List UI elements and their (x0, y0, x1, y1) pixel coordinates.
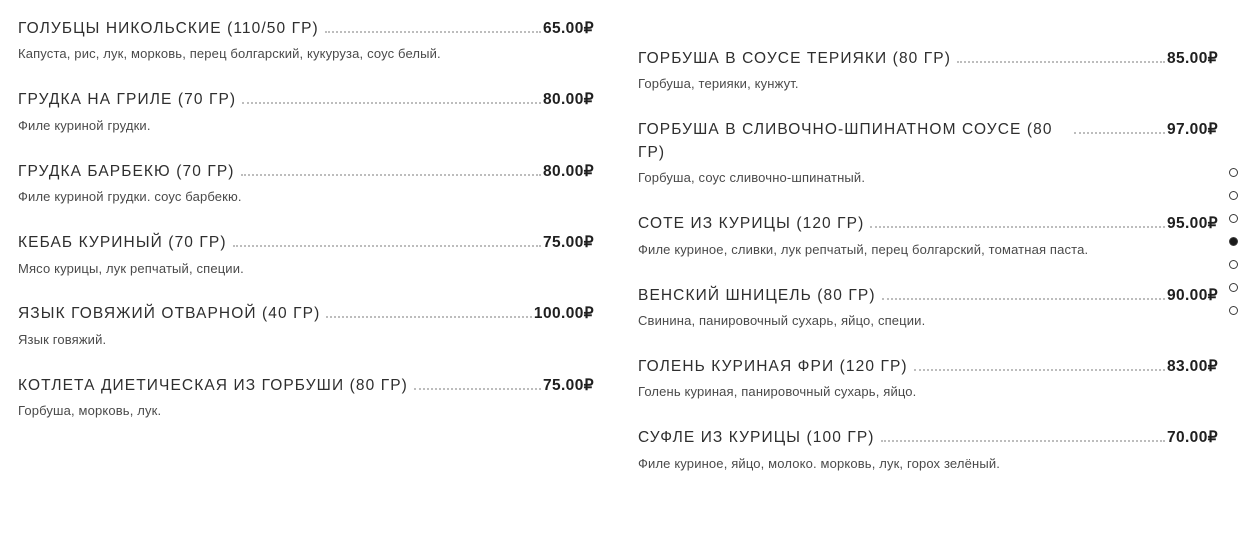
leader-dots (882, 298, 1165, 300)
menu-item-head (638, 119, 1218, 164)
leader-dots (241, 174, 541, 176)
leader-dots (1074, 132, 1165, 134)
leader-dots (414, 388, 541, 390)
menu-item-head (638, 213, 1218, 235)
menu-item-price: 75.00₽ (542, 234, 594, 252)
menu-item-head (18, 161, 594, 183)
menu-item-description: Горбуша, терияки, кунжут. (638, 76, 799, 92)
menu-item-head (638, 48, 1218, 70)
menu-item-description: Капуста, рис, лук, морковь, перец болгарский, кукуруза, соус белый. (18, 46, 441, 62)
leader-dots (326, 316, 532, 318)
menu-item-price: 80.00₽ (542, 91, 594, 109)
page-dot-2[interactable] (1229, 191, 1238, 200)
menu-item-price: 97.00₽ (1166, 121, 1218, 139)
menu-item-price: 80.00₽ (542, 162, 594, 180)
menu-item-name: ГРУДКА НА ГРИЛЕ (70 ГР) (18, 91, 237, 109)
leader-dots (233, 245, 541, 247)
menu-item-description: Свинина, панировочный сухарь, яйцо, специи. (638, 313, 926, 329)
leader-dots (325, 31, 541, 33)
menu-item-head (18, 89, 594, 111)
menu-item-name: СОТЕ ИЗ КУРИЦЫ (120 ГР) (638, 215, 865, 233)
menu-item-price: 65.00₽ (542, 20, 594, 37)
menu-item-description: Язык говяжий. (18, 331, 107, 347)
menu-item-price: 100.00₽ (533, 305, 594, 323)
menu-column-right (638, 0, 1218, 499)
menu-item-name: ГОЛУБЦЫ НИКОЛЬСКИЕ (110/50 ГР) (18, 20, 319, 37)
menu-item[interactable] (638, 119, 1218, 187)
menu-item[interactable] (18, 18, 594, 63)
menu-item-description: Горбуша, морковь, лук. (18, 403, 162, 419)
menu-item[interactable] (638, 48, 1218, 93)
menu-item-description: Голень куриная, панировочный сухарь, яйцо. (638, 384, 917, 400)
menu-item-head (638, 356, 1218, 378)
menu-item-head (638, 427, 1218, 449)
page-dot-7[interactable] (1229, 306, 1238, 315)
page-dot-6[interactable] (1229, 283, 1238, 292)
menu-item-price: 83.00₽ (1166, 357, 1218, 375)
menu-item[interactable] (638, 213, 1218, 258)
menu-item-name: ГОЛЕНЬ КУРИНАЯ ФРИ (120 ГР) (638, 357, 908, 375)
menu-column-left (18, 0, 594, 446)
page-dot-5[interactable] (1229, 260, 1238, 269)
menu-item-name: СУФЛЕ ИЗ КУРИЦЫ (100 ГР) (638, 429, 875, 447)
menu-item-head (18, 303, 594, 325)
menu-item[interactable] (18, 89, 594, 134)
menu-item[interactable] (638, 427, 1218, 472)
menu-item-description: Филе куриное, сливки, лук репчатый, перец болгарский, томатная паста. (638, 241, 1089, 257)
leader-dots (914, 369, 1165, 371)
menu-item-price: 95.00₽ (1166, 215, 1218, 233)
leader-dots (957, 61, 1165, 63)
menu-item-description: Горбуша, соус сливочно-шпинатный. (638, 170, 866, 186)
menu-item[interactable] (638, 356, 1218, 401)
menu-item-price: 70.00₽ (1166, 429, 1218, 447)
menu-item-description: Филе куриное, яйцо, молоко. морковь, лук, горох зелёный. (638, 455, 1000, 471)
menu-item-description: Филе куриной грудки. (18, 117, 151, 133)
menu-item[interactable] (18, 232, 594, 277)
menu-item-name: ГОРБУША В СОУСЕ ТЕРИЯКИ (80 ГР) (638, 50, 951, 67)
menu-item-name: ГРУДКА БАРБЕКЮ (70 ГР) (18, 162, 235, 180)
leader-dots (881, 440, 1165, 442)
page-dot-1[interactable] (1229, 168, 1238, 177)
menu-item-head (18, 232, 594, 254)
menu-item[interactable] (18, 375, 594, 420)
menu-item[interactable] (18, 303, 594, 348)
menu-item[interactable] (638, 285, 1218, 330)
menu-item-name: КОТЛЕТА ДИЕТИЧЕСКАЯ ИЗ ГОРБУШИ (80 ГР) (18, 376, 408, 394)
menu-item-name: КЕБАБ КУРИНЫЙ (70 ГР) (18, 234, 227, 252)
menu-item[interactable] (18, 161, 594, 206)
menu-item-description: Мясо курицы, лук репчатый, специи. (18, 260, 244, 276)
menu-item-price: 75.00₽ (542, 376, 594, 394)
page-dot-4-active[interactable] (1229, 237, 1238, 246)
menu-item-name: ВЕНСКИЙ ШНИЦЕЛЬ (80 ГР) (638, 286, 876, 304)
page-dot-3[interactable] (1229, 214, 1238, 223)
menu-item-name: ЯЗЫК ГОВЯЖИЙ ОТВАРНОЙ (40 ГР) (18, 305, 321, 323)
menu-item-price: 85.00₽ (1166, 50, 1218, 67)
menu-item-head (18, 18, 594, 40)
leader-dots (242, 102, 541, 104)
menu-item-description: Филе куриной грудки. соус барбекю. (18, 189, 242, 205)
menu-item-price: 90.00₽ (1166, 286, 1218, 304)
page-indicator[interactable] (1229, 168, 1238, 315)
menu-item-name: ГОРБУША В СЛИВОЧНО-ШПИНАТНОМ СОУСЕ (80 ГР) (638, 121, 1053, 161)
menu-item-head (18, 375, 594, 397)
leader-dots (870, 226, 1165, 228)
menu-item-head (638, 285, 1218, 307)
